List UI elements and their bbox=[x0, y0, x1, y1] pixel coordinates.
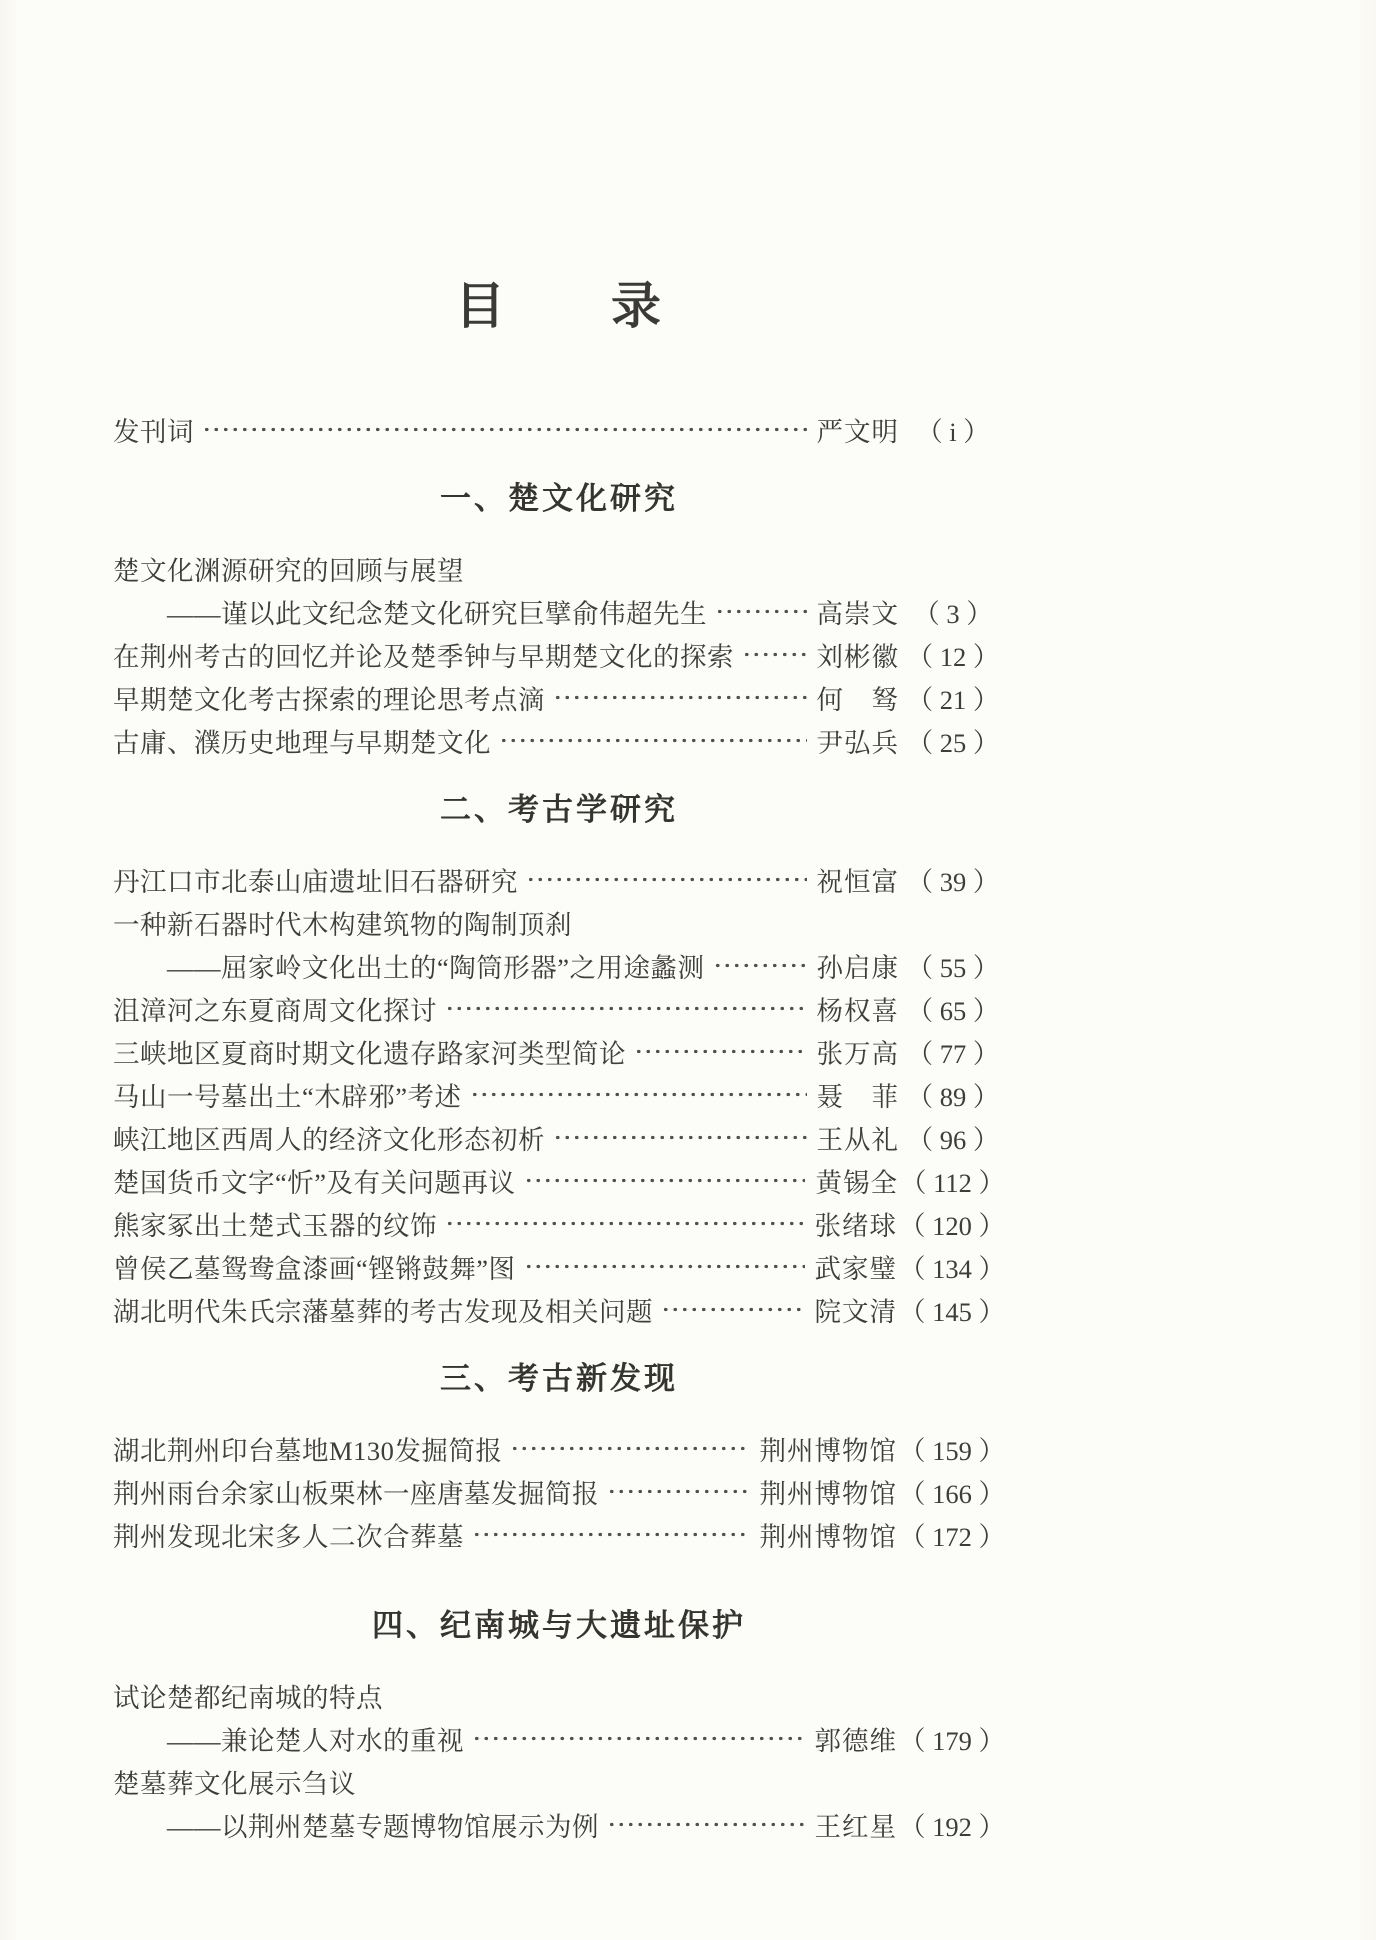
entry-author: 高崇文 bbox=[816, 599, 899, 629]
toc-row bbox=[113, 1073, 1005, 1116]
entry-title: 熊家冢出土楚式玉器的纹饰 bbox=[113, 1211, 437, 1241]
entry-author: 杨权喜 bbox=[816, 996, 899, 1026]
entry-author: 黄锡全 bbox=[815, 1168, 898, 1198]
entry-author: 武家璧 bbox=[814, 1254, 897, 1284]
entry-title: 三峡地区夏商时期文化遗存路家河类型简论 bbox=[113, 1039, 626, 1069]
entry-page-number: （ 21 ） bbox=[906, 685, 1000, 715]
entry-page-number: （ 25 ） bbox=[906, 728, 1000, 758]
entry-author: 王从礼 bbox=[816, 1125, 899, 1155]
entry-author: 荆州博物馆 bbox=[759, 1479, 897, 1509]
toc-list bbox=[113, 408, 1005, 1846]
entry-page-number: （ 65 ） bbox=[906, 996, 1000, 1026]
entry-author: 荆州博物馆 bbox=[759, 1436, 897, 1466]
entry-author: 荆州博物馆 bbox=[759, 1522, 897, 1552]
dot-leader bbox=[497, 719, 807, 762]
toc-row bbox=[113, 858, 1005, 901]
toc-row bbox=[113, 719, 1005, 762]
entry-author: 王红星 bbox=[814, 1812, 897, 1842]
toc-row bbox=[113, 1030, 1005, 1073]
entry-page-number: （ 12 ） bbox=[906, 642, 1000, 672]
toc-row bbox=[113, 547, 1005, 590]
toc-row bbox=[113, 408, 1005, 451]
entry-author: 聂 菲 bbox=[816, 1082, 899, 1112]
entry-author: 孙启康 bbox=[816, 953, 899, 983]
dot-leader bbox=[443, 987, 807, 1030]
toc-row bbox=[113, 1245, 1005, 1288]
section-heading: 一、楚文化研究 bbox=[440, 481, 678, 516]
dot-leader bbox=[740, 633, 807, 676]
toc-content-column bbox=[113, 0, 1005, 1846]
entry-page-number: （ 96 ） bbox=[906, 1125, 1000, 1155]
entry-title: 试论楚都纪南城的特点 bbox=[113, 1683, 383, 1713]
dot-leader bbox=[659, 1288, 805, 1331]
entry-title: ——屈家岭文化出土的“陶筒形器”之用途蠡测 bbox=[167, 953, 705, 983]
entry-title: 沮漳河之东夏商周文化探讨 bbox=[113, 996, 437, 1026]
entry-page-number: （ 112 ） bbox=[899, 1168, 1005, 1198]
entry-author: 尹弘兵 bbox=[816, 728, 899, 758]
entry-page-number: （ 179 ） bbox=[899, 1726, 1005, 1756]
dot-leader bbox=[443, 1202, 805, 1245]
section-heading: 二、考古学研究 bbox=[440, 792, 678, 827]
entry-page-number: （ 55 ） bbox=[906, 953, 1000, 983]
toc-row bbox=[113, 1803, 1005, 1846]
entry-page-number: （ 145 ） bbox=[899, 1297, 1005, 1327]
entry-title: 古庸、濮历史地理与早期楚文化 bbox=[113, 728, 491, 758]
dot-leader bbox=[522, 1159, 806, 1202]
entry-title: ——以荆州楚墓专题博物馆展示为例 bbox=[167, 1812, 599, 1842]
toc-row bbox=[113, 1427, 1005, 1470]
entry-title: 楚文化渊源研究的回顾与展望 bbox=[113, 556, 464, 586]
entry-author: 张万高 bbox=[816, 1039, 899, 1069]
entry-page-number: （ 39 ） bbox=[906, 867, 1000, 897]
entry-author: 院文清 bbox=[814, 1297, 897, 1327]
entry-page-number: （ 89 ） bbox=[906, 1082, 1000, 1112]
entry-title: 发刊词 bbox=[113, 417, 194, 447]
dot-leader bbox=[524, 858, 807, 901]
entry-page-number: （ i ） bbox=[916, 417, 990, 447]
dot-leader bbox=[711, 944, 807, 987]
entry-title: 楚国货币文字“忻”及有关问题再议 bbox=[113, 1168, 516, 1198]
toc-row bbox=[113, 1116, 1005, 1159]
toc-row bbox=[113, 1202, 1005, 1245]
entry-title: 峡江地区西周人的经济文化形态初析 bbox=[113, 1125, 545, 1155]
entry-title: 曾侯乙墓鸳鸯盒漆画“铿锵鼓舞”图 bbox=[113, 1254, 516, 1284]
entry-page-number: （ 172 ） bbox=[899, 1522, 1005, 1552]
toc-row bbox=[113, 1470, 1005, 1513]
entry-page-number: （ 120 ） bbox=[899, 1211, 1005, 1241]
dot-leader bbox=[605, 1470, 750, 1513]
dot-leader bbox=[200, 408, 807, 451]
section-heading: 三、考古新发现 bbox=[440, 1361, 678, 1396]
entry-title: 早期楚文化考古探索的理论思考点滴 bbox=[113, 685, 545, 715]
toc-row bbox=[113, 987, 1005, 1030]
entry-author: 郭德维 bbox=[814, 1726, 897, 1756]
toc-row bbox=[113, 1674, 1005, 1717]
toc-row bbox=[113, 676, 1005, 719]
dot-leader bbox=[470, 1513, 750, 1556]
entry-title: 荆州雨台余家山板栗林一座唐墓发掘简报 bbox=[113, 1479, 599, 1509]
toc-row bbox=[113, 633, 1005, 676]
entry-title: ——兼论楚人对水的重视 bbox=[167, 1726, 464, 1756]
page-title: 目 录 bbox=[455, 278, 663, 334]
section-heading: 四、纪南城与大遗址保护 bbox=[372, 1608, 746, 1643]
toc-row bbox=[113, 944, 1005, 987]
dot-leader bbox=[551, 676, 807, 719]
toc-row bbox=[113, 1288, 1005, 1331]
entry-title: 湖北明代朱氏宗藩墓葬的考古发现及相关问题 bbox=[113, 1297, 653, 1327]
toc-row bbox=[113, 590, 1005, 633]
toc-row bbox=[113, 1717, 1005, 1760]
entry-title: 马山一号墓出土“木辟邪”考述 bbox=[113, 1082, 462, 1112]
dot-leader bbox=[605, 1803, 805, 1846]
entry-page-number: （ 3 ） bbox=[913, 599, 993, 629]
entry-author: 何 驽 bbox=[816, 685, 899, 715]
dot-leader bbox=[713, 590, 807, 633]
toc-row bbox=[113, 1159, 1005, 1202]
entry-title: 在荆州考古的回忆并论及楚季钟与早期楚文化的探索 bbox=[113, 642, 734, 672]
dot-leader bbox=[468, 1073, 807, 1116]
entry-title: 湖北荆州印台墓地M130发掘简报 bbox=[113, 1436, 503, 1466]
dot-leader bbox=[470, 1717, 805, 1760]
entry-author: 刘彬徽 bbox=[816, 642, 899, 672]
entry-page-number: （ 77 ） bbox=[906, 1039, 1000, 1069]
dot-leader bbox=[551, 1116, 807, 1159]
dot-leader bbox=[508, 1427, 749, 1470]
entry-page-number: （ 159 ） bbox=[899, 1436, 1005, 1466]
entry-title: 楚墓葬文化展示刍议 bbox=[113, 1769, 356, 1799]
entry-title: 荆州发现北宋多人二次合葬墓 bbox=[113, 1522, 464, 1552]
entry-author: 祝恒富 bbox=[816, 867, 899, 897]
toc-row bbox=[113, 1760, 1005, 1803]
dot-leader bbox=[632, 1030, 807, 1073]
dot-leader bbox=[522, 1245, 805, 1288]
entry-page-number: （ 166 ） bbox=[899, 1479, 1005, 1509]
entry-title: ——谨以此文纪念楚文化研究巨擘俞伟超先生 bbox=[167, 599, 707, 629]
entry-page-number: （ 192 ） bbox=[899, 1812, 1005, 1842]
toc-row bbox=[113, 1513, 1005, 1556]
entry-author: 张绪球 bbox=[814, 1211, 897, 1241]
entry-title: 丹江口市北泰山庙遗址旧石器研究 bbox=[113, 867, 518, 897]
entry-page-number: （ 134 ） bbox=[899, 1254, 1005, 1284]
entry-title: 一种新石器时代木构建筑物的陶制顶刹 bbox=[113, 910, 572, 940]
entry-author: 严文明 bbox=[816, 417, 899, 447]
toc-row bbox=[113, 901, 1005, 944]
